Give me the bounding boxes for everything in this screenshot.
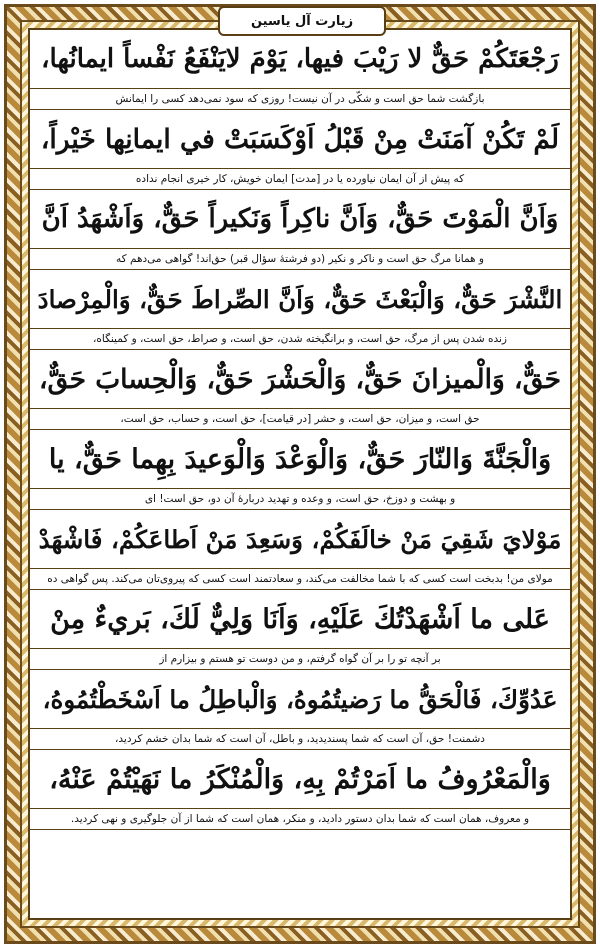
arabic-line-5: حَقٌّ، وَالْميزانَ حَقٌّ، وَالْحَشْرَ حَقٌّ، وَالْحِسابَ حَقٌّ، [38,363,562,395]
translation-line-4: زنده شدن پس از مرگ، حق است، و برانگیخته شدن، حق است، و صراط، حق است، و کمینگاه، [30,328,570,350]
translation-line-3: و همانا مرگ حق است و ناکر و نکیر (دو فرشتهٔ سؤال قبر) حق‌اند! گواهی می‌دهم که [30,248,570,270]
arabic-line-2: لَمْ تَكُنْ آمَنَتْ مِنْ قَبْلُ اَوْكَسَبَتْ في ايمانِها خَيْراً، [40,123,560,155]
translation-line-5: حق است، و میزان، حق است، و حشر [در قیامت]، حق است، و حساب، حق است، [30,408,570,430]
arabic-line-3: وَاَنَّ الْمَوْتَ حَقٌّ، وَاَنَّ ناكِراً وَنَكيراً حَقٌّ، وَاَشْهَدُ اَنَّ [41,204,559,234]
arabic-line-7: مَوْلايَ شَقِيَ مَنْ خالَفَكُمْ، وَسَعِدَ مَنْ اَطاعَكُمْ، فَاشْهَدْ [38,524,562,554]
translation-line-8: بر آنچه تو را بر آن گواه گرفتم، و من دوست تو هستم و بیزارم از [30,648,570,670]
arabic-line-9: عَدُوِّكَ، فَالْحَقُّ ما رَضيتُمُوهُ، وَالْباطِلُ ما اَسْخَطْتُمُوهُ، [42,684,558,714]
arabic-line-1: رَجْعَتَكُمْ حَقٌّ لا رَيْبَ فيها، يَوْمَ لايَنْفَعُ نَفْساً ايمانُها، [41,44,559,74]
translation-line-1: بازگشت شما حق است و شکّی در آن نیست! روزی که سود نمی‌دهد کسی را ایمانش [30,88,570,110]
translation-line-10: و معروف، همان است که شما بدان دستور دادید، و منکر، همان است که شما از آن جلوگیری و نهی کردید. [30,808,570,830]
arabic-line-8: عَلى ما اَشْهَدْتُكَ عَلَيْهِ، وَاَنَا وَلِيٌّ لَكَ، بَريءٌ مِنْ [50,603,550,635]
arabic-line-10: وَالْمَعْرُوفُ ما اَمَرْتُمْ بِهِ، وَالْمُنْكَرُ ما نَهَيْتُمْ عَنْهُ، [49,763,551,795]
prayer-text [30,30,570,918]
arabic-line-6: وَالْجَنَّةَ وَالنّارَ حَقٌّ، وَالْوَعْدَ وَالْوَعيدَ بِهِما حَقٌّ، يا [48,443,552,475]
arabic-line-4: النَّشْرَ حَقٌّ، وَالْبَعْثَ حَقٌّ، وَاَنَّ الصِّراطَ حَقٌّ، وَالْمِرْصادَ [37,284,563,314]
page-title: زیارت آل یاسین [218,6,386,36]
translation-line-9: دشمنت! حق، آن است که شما پسندیدید، و باطل، آن است که شما بدان خشم کردید، [30,728,570,750]
translation-line-2: که پیش از آن ایمان نیاورده یا در [مدت] ایمان خویش، کار خیری انجام نداده [30,168,570,190]
translation-line-6: و بهشت و دوزخ، حق است، و وعده و تهدید دربارهٔ آن دو، حق است! ای [30,488,570,510]
translation-line-7: مولای من! بدبخت است کسی که با شما مخالفت می‌کند، و سعادتمند است کسی که پیروی‌تان می‌کند. پس گواهی ده [30,568,570,590]
